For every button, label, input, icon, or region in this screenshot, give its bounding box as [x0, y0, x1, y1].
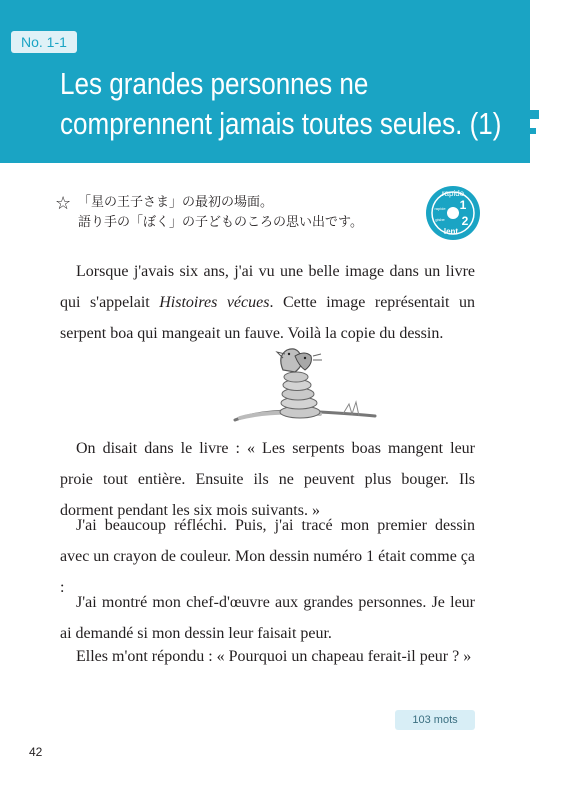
paragraph-4-text: J'ai montré mon chef-d'œuvre aux grandes personnes. Je leur ai demandé si mon dessin leur faisait peur. — [60, 594, 475, 642]
header-decoration — [530, 128, 536, 134]
header-decoration — [530, 110, 539, 119]
paragraph-1 — [60, 256, 475, 349]
intro-line-1: 「星の王子さま」の最初の場面。 — [78, 195, 274, 210]
cd-small-bottom: gisbe — [435, 217, 445, 222]
paragraph-5 — [60, 641, 475, 672]
header-decoration — [520, 145, 529, 154]
paragraph-4 — [60, 587, 475, 649]
page-number: 42 — [29, 745, 43, 759]
cd-small-top: rapide — [434, 206, 446, 211]
page-title — [60, 64, 502, 144]
cd-track-2: 2 — [461, 214, 469, 228]
title-line-1: Les grandes personnes ne — [60, 66, 369, 101]
paragraph-2-text: On disait dans le livre : « Les serpents boas mangent leur proie tout entière. Ensuite ils ne peuvent plus bouger. Ils dorment pendant les six mois suivants. » — [60, 440, 475, 519]
cd-track-1: 1 — [459, 198, 467, 212]
cd-label-lent: lent — [443, 227, 459, 236]
title-line-2: comprennent jamais toutes seules. (1) — [60, 106, 502, 141]
boa-swallowing-beast-illustration — [225, 342, 385, 432]
star-icon: ☆ — [55, 193, 72, 214]
cd-label-rapide: rapide — [441, 189, 465, 198]
paragraph-1-text-b: . Cette image représentait un serpent boa qui mangeait un fauve. Voilà la copie du dessin. — [60, 294, 476, 342]
paragraph-5-text: Elles m'ont répondu : « Pourquoi un chapeau ferait-il peur ? » — [76, 648, 472, 665]
word-count-badge: 103 mots — [395, 710, 475, 730]
paragraph-1-text-a: Lorsque j'avais six ans, j'ai vu une belle image dans un livre qui s'appelait — [60, 263, 475, 311]
japanese-intro — [78, 193, 363, 233]
intro-line-2: 語り手の「ぼく」の子どものころの思い出です。 — [78, 215, 363, 230]
audio-cd-icon[interactable] — [425, 185, 481, 241]
lesson-number-badge: No. 1-1 — [11, 31, 77, 53]
paragraph-3-text: J'ai beaucoup réfléchi. Puis, j'ai tracé mon premier dessin avec un crayon de couleur. Mon dessin numéro 1 était comme ça : — [60, 517, 475, 596]
book-title: Histoires vécues — [159, 294, 270, 311]
header-decoration — [512, 157, 518, 163]
